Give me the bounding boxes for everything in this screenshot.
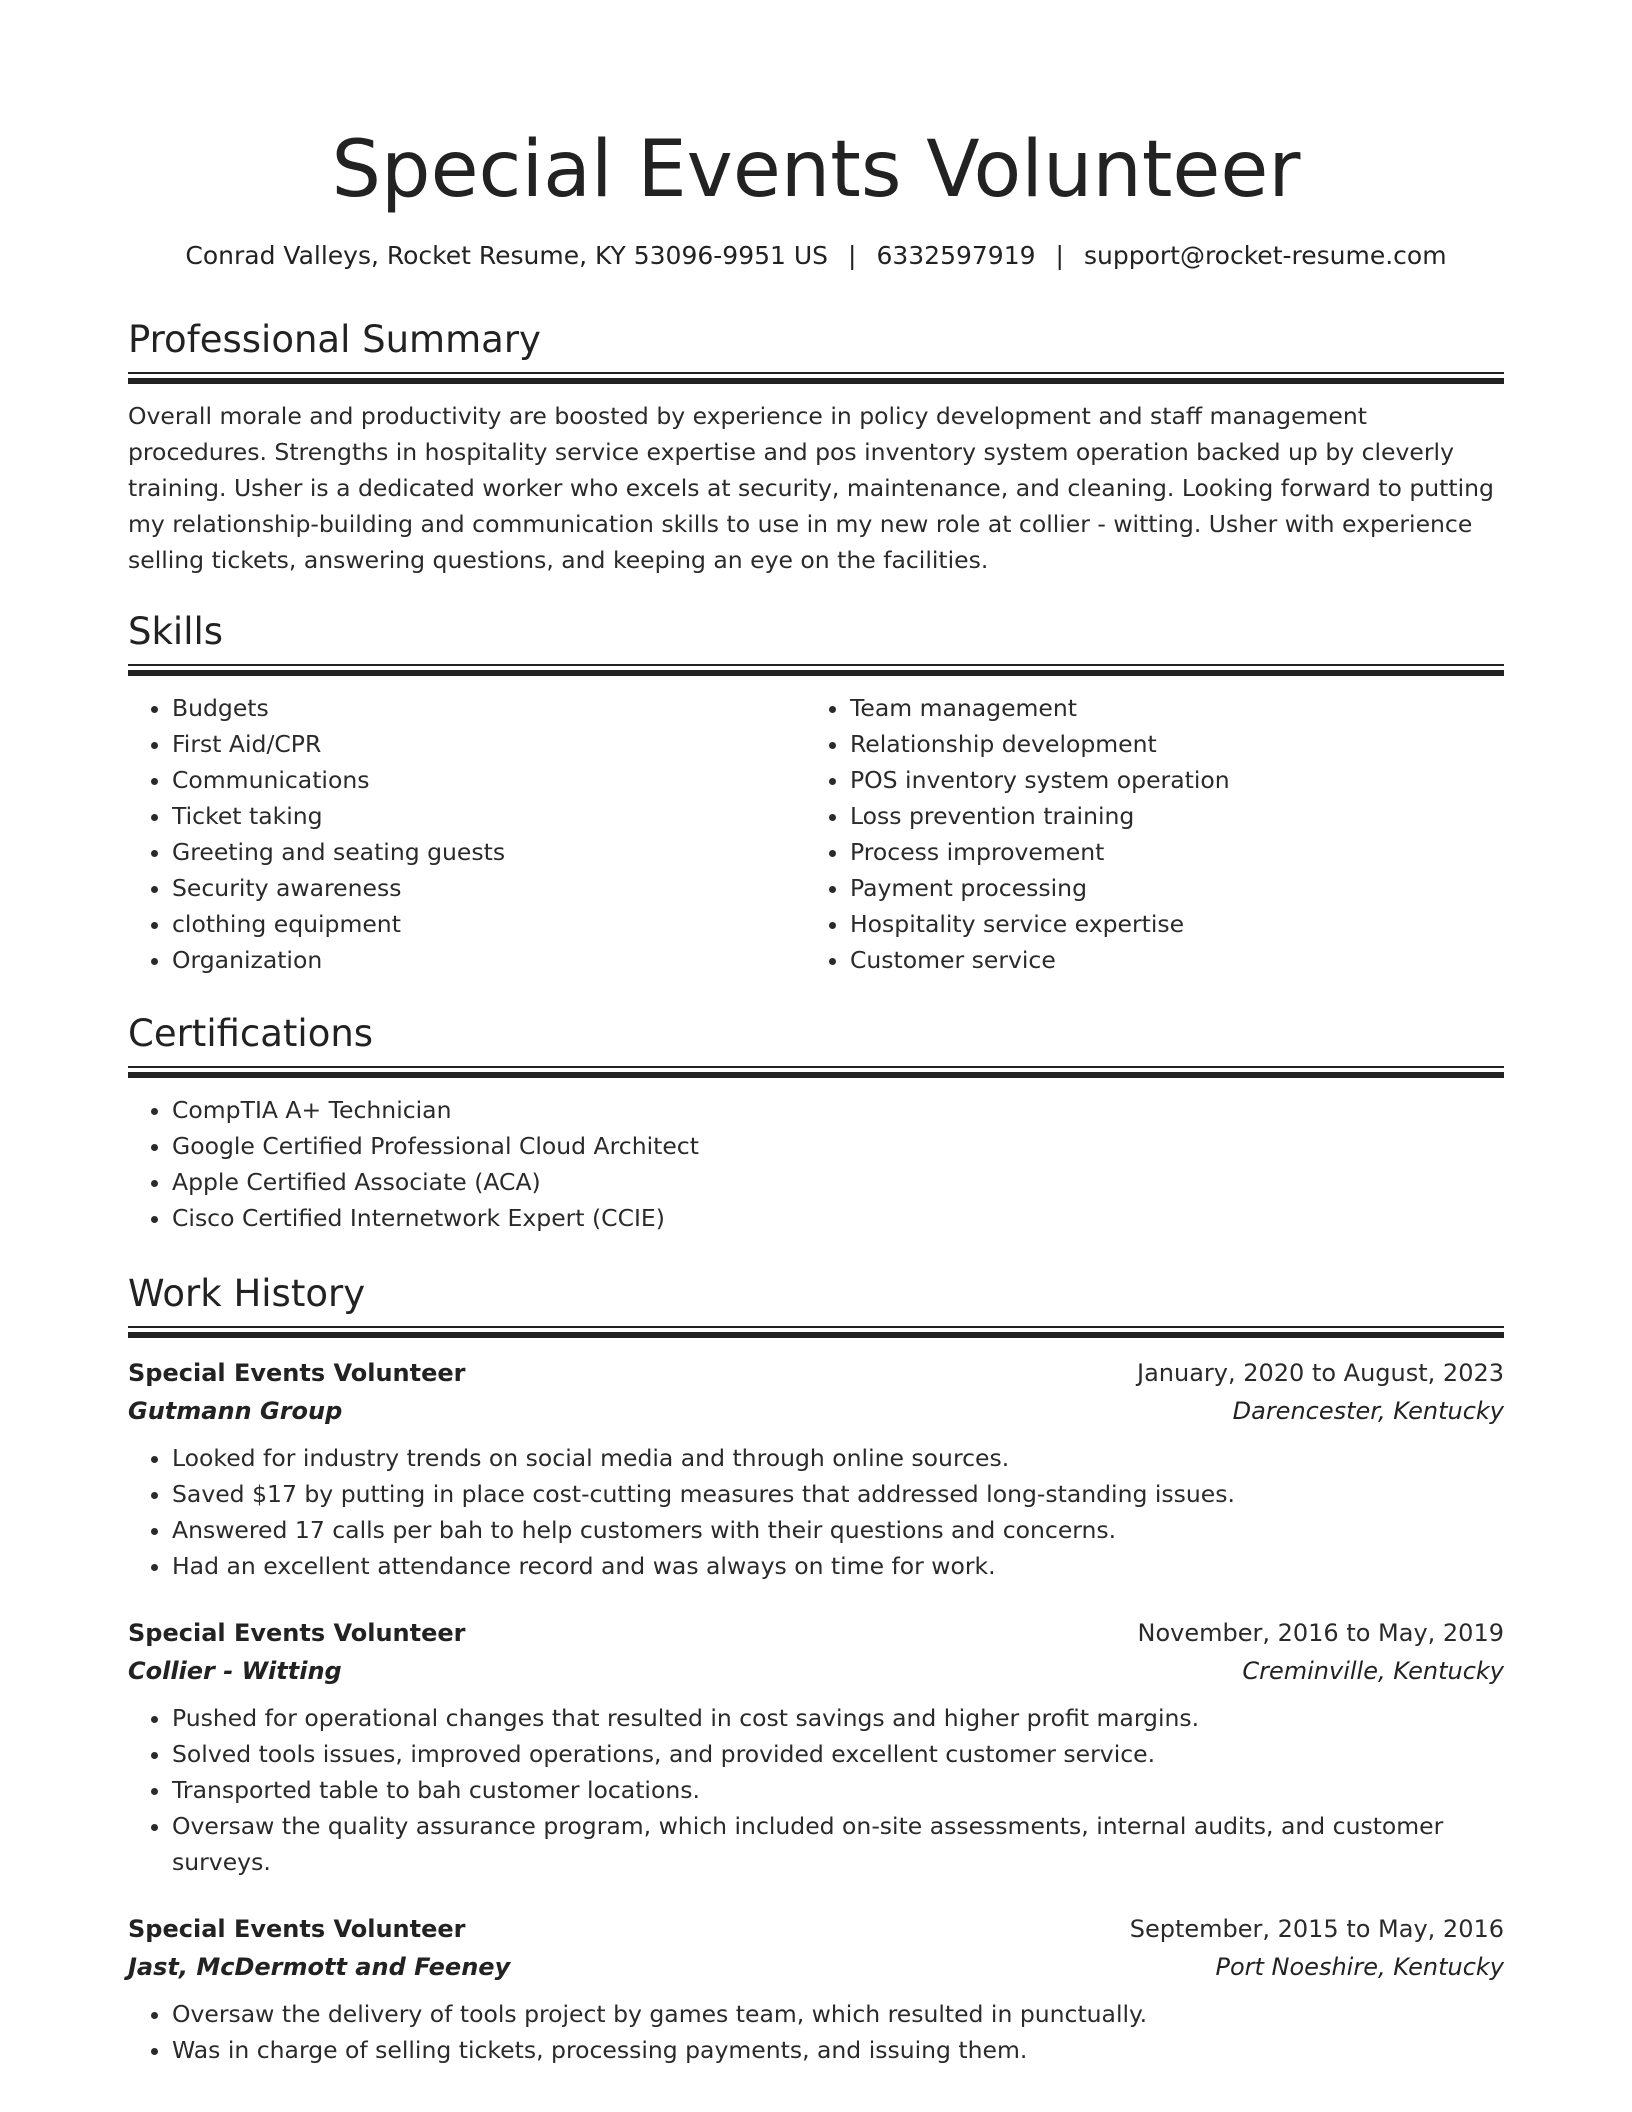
work-history-section <box>128 1270 1504 2068</box>
job-entry <box>128 1354 1504 1584</box>
page-title: Special Events Volunteer <box>331 125 1301 215</box>
contact-separator: | <box>848 241 857 270</box>
job-company-row <box>128 1948 1504 1986</box>
job-bullet: • Oversaw the quality assurance program, which included on-site assessments, internal audits, and customer surveys. <box>172 1808 1504 1880</box>
job-bullet: • Pushed for operational changes that resulted in cost savings and higher profit margins. <box>172 1700 1504 1736</box>
skill-item: • clothing equipment <box>172 906 806 942</box>
job-bullets <box>128 1700 1504 1880</box>
certifications-section <box>128 1010 1504 1236</box>
job-location: Port Noeshire, Kentucky <box>1215 1953 1504 1981</box>
job-company-row <box>128 1392 1504 1430</box>
skill-item: • Team management <box>850 690 1484 726</box>
section-divider <box>128 1066 1504 1078</box>
skill-item: • Hospitality service expertise <box>850 906 1484 942</box>
certifications-list <box>128 1092 1504 1236</box>
skill-item: • Organization <box>172 942 806 978</box>
section-divider <box>128 372 1504 384</box>
job-bullet: • Saved $17 by putting in place cost-cutting measures that addressed long-standing issues. <box>172 1476 1504 1512</box>
contact-email: support@rocket-resume.com <box>1083 241 1447 270</box>
skill-item: • POS inventory system operation <box>850 762 1484 798</box>
job-location: Creminville, Kentucky <box>1242 1657 1504 1685</box>
skill-item: • Relationship development <box>850 726 1484 762</box>
summary-section <box>128 316 1504 578</box>
contact-address: Conrad Valleys, Rocket Resume, KY 53096-9951 US <box>185 241 829 270</box>
skills-list-right <box>806 690 1484 978</box>
job-entry <box>128 1614 1504 1880</box>
skill-item: • Security awareness <box>172 870 806 906</box>
skill-item: • Communications <box>172 762 806 798</box>
job-bullet: • Oversaw the delivery of tools project by games team, which resulted in punctually. <box>172 1996 1504 2032</box>
job-dates: November, 2016 to May, 2019 <box>1137 1619 1504 1647</box>
skill-item: • Loss prevention training <box>850 798 1484 834</box>
skill-item: • Ticket taking <box>172 798 806 834</box>
job-bullet: • Solved tools issues, improved operations, and provided excellent customer service. <box>172 1736 1504 1772</box>
job-location: Darencester, Kentucky <box>1232 1397 1504 1425</box>
job-title: Special Events Volunteer <box>128 1915 466 1943</box>
skills-section <box>128 608 1504 978</box>
certification-item: • CompTIA A+ Technician <box>172 1092 1504 1128</box>
skill-item: • First Aid/CPR <box>172 726 806 762</box>
section-divider <box>128 664 1504 676</box>
job-header-row <box>128 1614 1504 1652</box>
contact-separator: | <box>1055 241 1064 270</box>
skill-item: • Customer service <box>850 942 1484 978</box>
job-bullet: • Had an excellent attendance record and was always on time for work. <box>172 1548 1504 1584</box>
skills-heading: Skills <box>128 610 224 653</box>
contact-line <box>128 238 1504 274</box>
certification-item: • Apple Certified Associate (ACA) <box>172 1164 1504 1200</box>
job-bullets <box>128 1996 1504 2068</box>
summary-text: Overall morale and productivity are boosted by experience in policy development and staff management procedures. Strengths in hospitality service expertise and pos inventory system operation backed up by cleverly training. Usher is a dedicated worker who excels at security, maintenance, and cleaning. Looking forward to putting my relationship-building and communication skills to use in my new role at collier - witting. Usher with experience selling tickets, answering questions, and keeping an eye on the facilities. <box>128 402 1494 574</box>
skill-item: • Budgets <box>172 690 806 726</box>
job-company-row <box>128 1652 1504 1690</box>
skill-item: • Greeting and seating guests <box>172 834 806 870</box>
job-title: Special Events Volunteer <box>128 1359 466 1387</box>
skill-item: • Payment processing <box>850 870 1484 906</box>
job-bullet: • Was in charge of selling tickets, processing payments, and issuing them. <box>172 2032 1504 2068</box>
job-header-row <box>128 1910 1504 1948</box>
job-company: Collier - Witting <box>128 1657 342 1685</box>
job-company: Gutmann Group <box>128 1397 343 1425</box>
job-company: Jast, McDermott and Feeney <box>128 1953 511 1981</box>
job-bullet: • Answered 17 calls per bah to help customers with their questions and concerns. <box>172 1512 1504 1548</box>
job-dates: January, 2020 to August, 2023 <box>1137 1359 1504 1387</box>
contact-phone: 6332597919 <box>876 241 1036 270</box>
summary-heading: Professional Summary <box>128 318 541 361</box>
job-title: Special Events Volunteer <box>128 1619 466 1647</box>
job-bullets <box>128 1440 1504 1584</box>
certification-item: • Cisco Certified Internetwork Expert (CCIE) <box>172 1200 1504 1236</box>
work-history-heading: Work History <box>128 1272 366 1315</box>
job-bullet: • Transported table to bah customer locations. <box>172 1772 1504 1808</box>
section-divider <box>128 1326 1504 1338</box>
skill-item: • Process improvement <box>850 834 1484 870</box>
skills-columns <box>128 690 1504 978</box>
certifications-heading: Certifications <box>128 1012 374 1055</box>
skills-list-left <box>128 690 806 978</box>
certification-item: • Google Certified Professional Cloud Architect <box>172 1128 1504 1164</box>
job-header-row <box>128 1354 1504 1392</box>
job-bullet: • Looked for industry trends on social media and through online sources. <box>172 1440 1504 1476</box>
job-dates: September, 2015 to May, 2016 <box>1129 1915 1504 1943</box>
job-entry <box>128 1910 1504 2068</box>
